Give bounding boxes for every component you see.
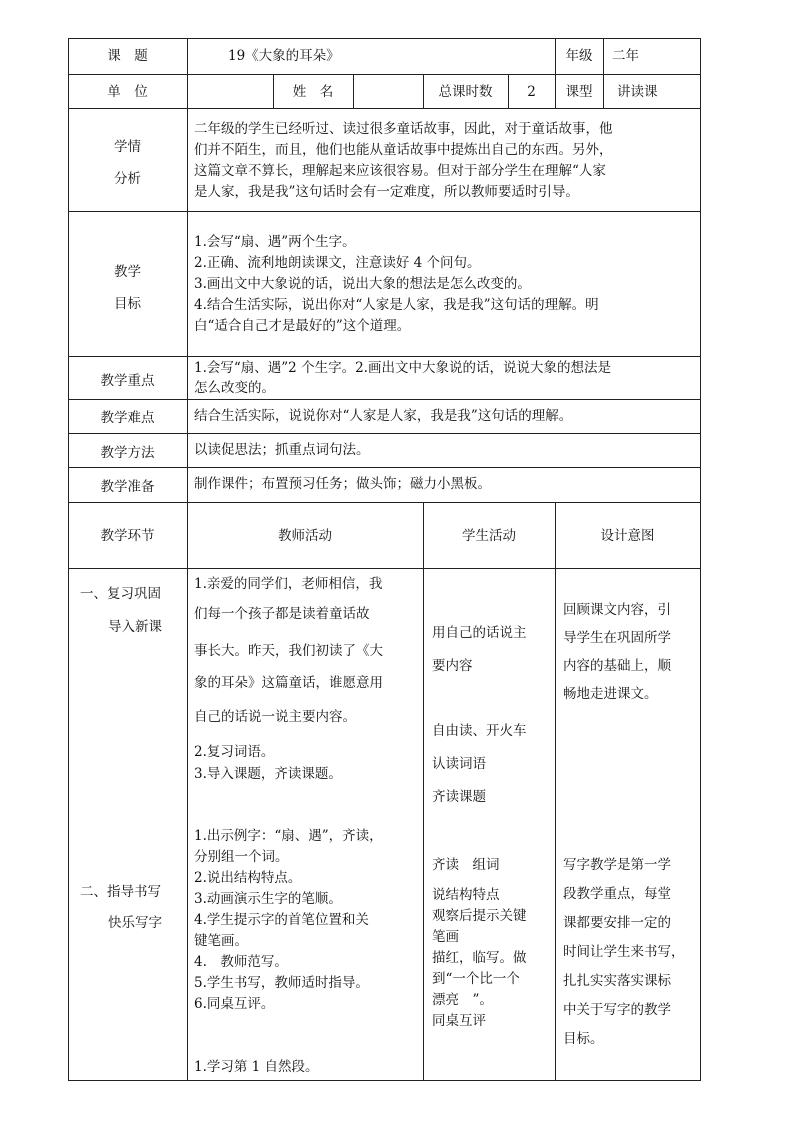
stage2-teacher-line: 分别组一个词。 xyxy=(194,849,289,865)
analysis-label-line1: 学情 xyxy=(114,139,141,155)
stage1-teacher-line: 事长大。昨天，我们初读了《大 xyxy=(194,643,383,659)
difficulties-label: 教学难点 xyxy=(100,410,155,426)
grid-line xyxy=(555,502,556,1081)
grid-line xyxy=(68,1080,701,1081)
key-points-line: 怎么改变的。 xyxy=(194,380,275,396)
stage2-student-line: 到“一个比一个 xyxy=(432,971,520,987)
grid-line xyxy=(68,38,69,1081)
goal-line: 3.画出文中大象说的话，说出大象的想法是怎么改变的。 xyxy=(194,276,531,292)
stage1-intent-line: 畅地走进课文。 xyxy=(563,686,658,702)
stage2-teacher-line: 2.说出结构特点。 xyxy=(194,870,302,886)
key-points-line: 1.会写“扇、遇”2 个生字。2.画出文中大象说的话，说说大象的想法是 xyxy=(194,360,611,376)
methods-label: 教学方法 xyxy=(100,445,155,461)
stage2-name-line2: 快乐写字 xyxy=(108,915,162,931)
stage2-intent-line: 课都要安排一定的 xyxy=(563,915,671,931)
student-activity-header: 学生活动 xyxy=(462,528,516,544)
stage1-intent-line: 导学生在巩固所学 xyxy=(563,630,671,646)
grid-line xyxy=(423,502,424,1081)
grid-line xyxy=(68,356,701,357)
grade-label: 年级 xyxy=(565,48,593,64)
stage2-intent-line: 时间让学生来书写， xyxy=(563,944,685,960)
stage2-student-line: 同桌互评 xyxy=(432,1013,486,1029)
stage1-teacher-line: 1.亲爱的同学们，老师相信，我 xyxy=(194,576,383,592)
stage2-teacher-line: 4. 教师范写。 xyxy=(194,954,288,970)
name-label: 姓 名 xyxy=(292,84,334,100)
stage1-name-line2: 导入新课 xyxy=(108,619,162,635)
stage1-intent-line: 内容的基础上，顺 xyxy=(563,658,671,674)
stage1-teacher-line: 象的耳朵》这篇童话，谁愿意用 xyxy=(194,675,383,691)
stage1-teacher-line: 自己的话说一说主要内容。 xyxy=(194,709,356,725)
grid-line xyxy=(68,502,701,503)
stage2-teacher-line: 3.动画演示生字的笔顺。 xyxy=(194,891,342,907)
grid-line xyxy=(700,38,701,1081)
grid-line xyxy=(68,38,701,39)
lesson-type-label: 课型 xyxy=(565,84,593,100)
unit-label: 单 位 xyxy=(107,84,148,100)
stage2-student-line: 描红，临写。做 xyxy=(432,950,527,966)
design-intent-header: 设计意图 xyxy=(600,528,655,544)
analysis-line: 是人家，我是我”这句话时会有一定难度，所以教师要适时引导。 xyxy=(194,184,579,200)
teacher-activity-header: 教师活动 xyxy=(278,528,332,544)
stage2-teacher-line: 1.出示例字：“扇、遇”，齐读， xyxy=(194,828,383,844)
stage2-teacher-line: 5.学生书写，教师适时指导。 xyxy=(194,975,369,991)
grid-line xyxy=(68,211,701,212)
grid-line xyxy=(68,108,701,109)
goal-line: 白“适合自己才是最好的”这个道理。 xyxy=(194,318,411,334)
grid-line xyxy=(353,74,354,109)
stage1-teacher-line: 3.导入课题，齐读课题。 xyxy=(194,766,342,782)
stage2-teacher-line: 键笔画。 xyxy=(194,933,248,949)
analysis-label-line2: 分析 xyxy=(114,171,141,187)
grid-line xyxy=(68,433,701,434)
key-points-label: 教学重点 xyxy=(100,373,155,389)
goal-line: 2.正确、流利地朗读课文，注意读好 4 个问句。 xyxy=(194,255,481,271)
goals-label-line2: 目标 xyxy=(114,296,141,312)
stage1-student-line: 齐读课题 xyxy=(432,789,486,805)
methods-text: 以读促思法；抓重点词句法。 xyxy=(194,442,370,458)
stage1-student-line: 要内容 xyxy=(432,658,473,674)
grid-line xyxy=(187,38,188,1081)
analysis-line: 二年级的学生已经听过、读过很多童话故事，因此，对于童话故事，他 xyxy=(194,121,613,137)
grid-line xyxy=(603,74,604,109)
stage-header: 教学环节 xyxy=(100,528,155,544)
stage3-teacher-line: 1.学习第 1 自然段。 xyxy=(194,1059,319,1075)
total-hours-label: 总课时数 xyxy=(438,84,493,100)
stage2-teacher-line: 6.同桌互评。 xyxy=(194,996,275,1012)
preparation-text: 制作课件；布置预习任务；做头饰；磁力小黑板。 xyxy=(194,476,491,492)
goal-line: 4.结合生活实际，说出你对“人家是人家，我是我”这句话的理解。明 xyxy=(194,297,599,313)
topic-value: 19《大象的耳朵》 xyxy=(228,48,340,64)
grid-line xyxy=(68,568,701,569)
grid-line xyxy=(68,467,701,468)
analysis-line: 们并不陌生，而且，他们也能从童话故事中提炼出自己的东西。另外， xyxy=(194,142,613,158)
goals-label-line1: 教学 xyxy=(114,264,141,280)
stage2-intent-line: 写字教学是第一学 xyxy=(563,857,671,873)
grade-value: 二年 xyxy=(612,48,639,64)
stage1-name-line1: 一、复习巩固 xyxy=(80,586,161,602)
stage2-student-line: 漂亮 ”。 xyxy=(432,992,493,1008)
stage2-student-line: 齐读 组词 xyxy=(432,857,500,873)
stage2-intent-line: 扎扎实实落实课标 xyxy=(563,973,671,989)
stage1-student-line: 用自己的话说主 xyxy=(432,625,527,641)
total-hours-value: 2 xyxy=(527,84,536,100)
grid-line xyxy=(68,399,701,400)
stage2-student-line: 说结构特点 xyxy=(432,887,500,903)
grid-line xyxy=(603,38,604,75)
stage1-student-line: 自由读、开火车 xyxy=(432,723,527,739)
difficulties-text: 结合生活实际，说说你对“人家是人家，我是我”这句话的理解。 xyxy=(194,408,573,424)
grid-line xyxy=(68,74,701,75)
stage2-teacher-line: 4.学生提示字的首笔位置和关 xyxy=(194,912,369,928)
stage2-intent-line: 中关于写字的教学 xyxy=(563,1002,671,1018)
stage2-student-line: 笔画 xyxy=(432,929,459,945)
goal-line: 1.会写“扇、遇”两个生字。 xyxy=(194,234,356,250)
stage2-intent-line: 段教学重点，每堂 xyxy=(563,886,671,902)
analysis-line: 这篇文章不算长，理解起来应该很容易。但对于部分学生在理解“人家 xyxy=(194,163,606,179)
stage1-teacher-line: 们每一个孩子都是读着童话故 xyxy=(194,606,370,622)
stage2-student-line: 观察后提示关键 xyxy=(432,908,527,924)
stage2-intent-line: 目标。 xyxy=(563,1031,604,1047)
topic-label: 课 题 xyxy=(107,48,148,64)
stage1-teacher-line: 2.复习词语。 xyxy=(194,744,275,760)
stage1-intent-line: 回顾课文内容，引 xyxy=(563,602,671,618)
preparation-label: 教学准备 xyxy=(100,479,155,495)
lesson-type-value: 讲读课 xyxy=(617,84,658,100)
stage1-student-line: 认读词语 xyxy=(432,756,486,772)
stage2-name-line1: 二、指导书写 xyxy=(80,884,161,900)
